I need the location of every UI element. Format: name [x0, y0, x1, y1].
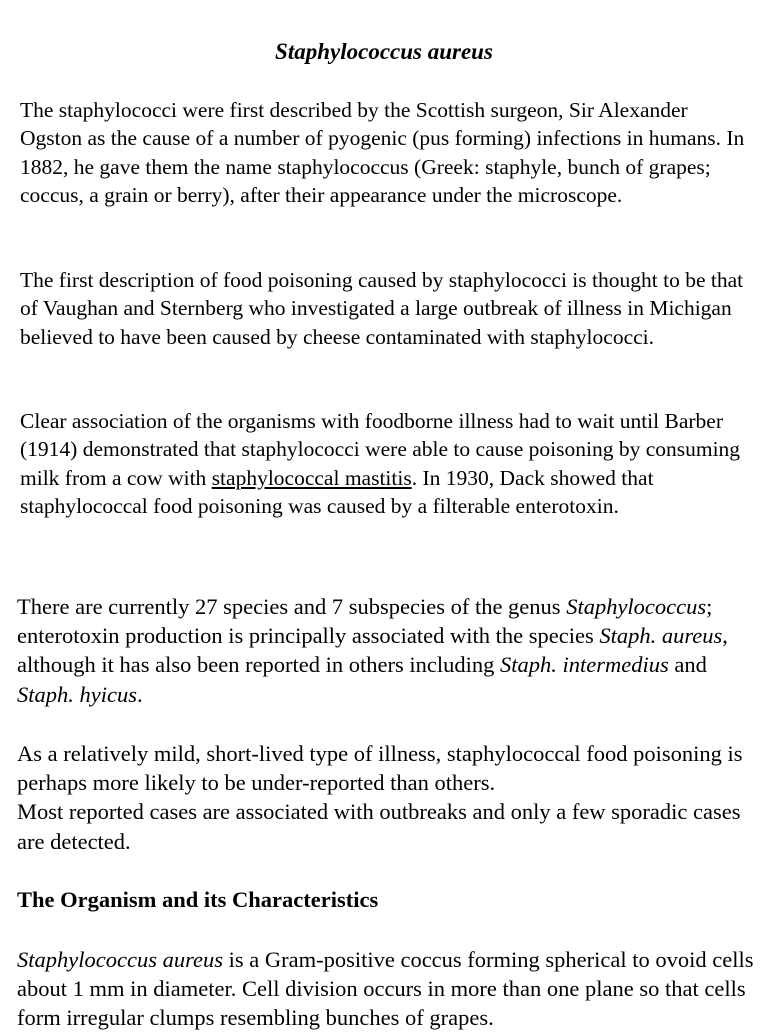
species-name: Staph. hyicus [17, 681, 137, 707]
genus-name: Staphylococcus [566, 594, 707, 619]
species-name: Staph. aureus [599, 623, 723, 649]
text-segment: There are currently 27 species and 7 subspecies of the genus [17, 594, 567, 619]
text-segment: and [668, 652, 707, 678]
text-segment: Clear association of the organisms with foodborne illness had to wait until Barber (1914) demonstrated that staphylococci were able to cause poisoning by consuming milk from a cow with [20, 409, 741, 490]
text-segment: As a relatively mild, short-lived type of illness, staphylococcal food poisoning is perhaps more likely to be under-reported than others. [17, 741, 743, 796]
text-segment: , although it has also been reported in others including [17, 623, 728, 678]
species-name: Staphylococcus aureus [17, 947, 223, 972]
section-heading: The Organism and its Characteristics [17, 887, 379, 912]
species-name: Staph. intermedius [500, 652, 669, 678]
text-segment: Most reported cases are associated with outbreaks and only a few sporadic cases are detected. [17, 799, 741, 854]
paragraph-species [17, 592, 757, 709]
staphylococcal-mastitis-link[interactable]: staphylococcal mastitis [211, 465, 412, 490]
paragraph-history: The staphylococci were first described by the Scottish surgeon, Sir Alexander Ogston as the cause of a number of pyogenic (pus forming) infections in humans. In 1882, he gave them the name staphylococcus (Greek: staphyle, bunch of grapes; coccus, a grain or berry), after their appearance under the microscope. [20, 98, 745, 207]
paragraph-first-description: The first description of food poisoning caused by staphylococci is thought to be that of Vaughan and Sternberg who investigated a large outbreak of illness in Michigan believed to have been caused by cheese contaminated with staphylococci. [20, 268, 744, 349]
text-segment: . [136, 681, 143, 707]
paragraph-reporting [17, 739, 757, 856]
paragraph-association [20, 407, 755, 520]
document-title: Staphylococcus aureus [275, 39, 493, 64]
text-segment: is a Gram-positive coccus forming spherical to ovoid cells about 1 mm in diameter. Cell division occurs in more than one plane so that cells form irregular clumps resembling bunches of grapes. [17, 947, 754, 1031]
text-segment: ; enterotoxin production is principally associated with the species [17, 594, 713, 649]
paragraph-organism [17, 945, 757, 1033]
text-segment: . In 1930, Dack showed that staphylococcal food poisoning was caused by a filterable enterotoxin. [20, 465, 654, 518]
